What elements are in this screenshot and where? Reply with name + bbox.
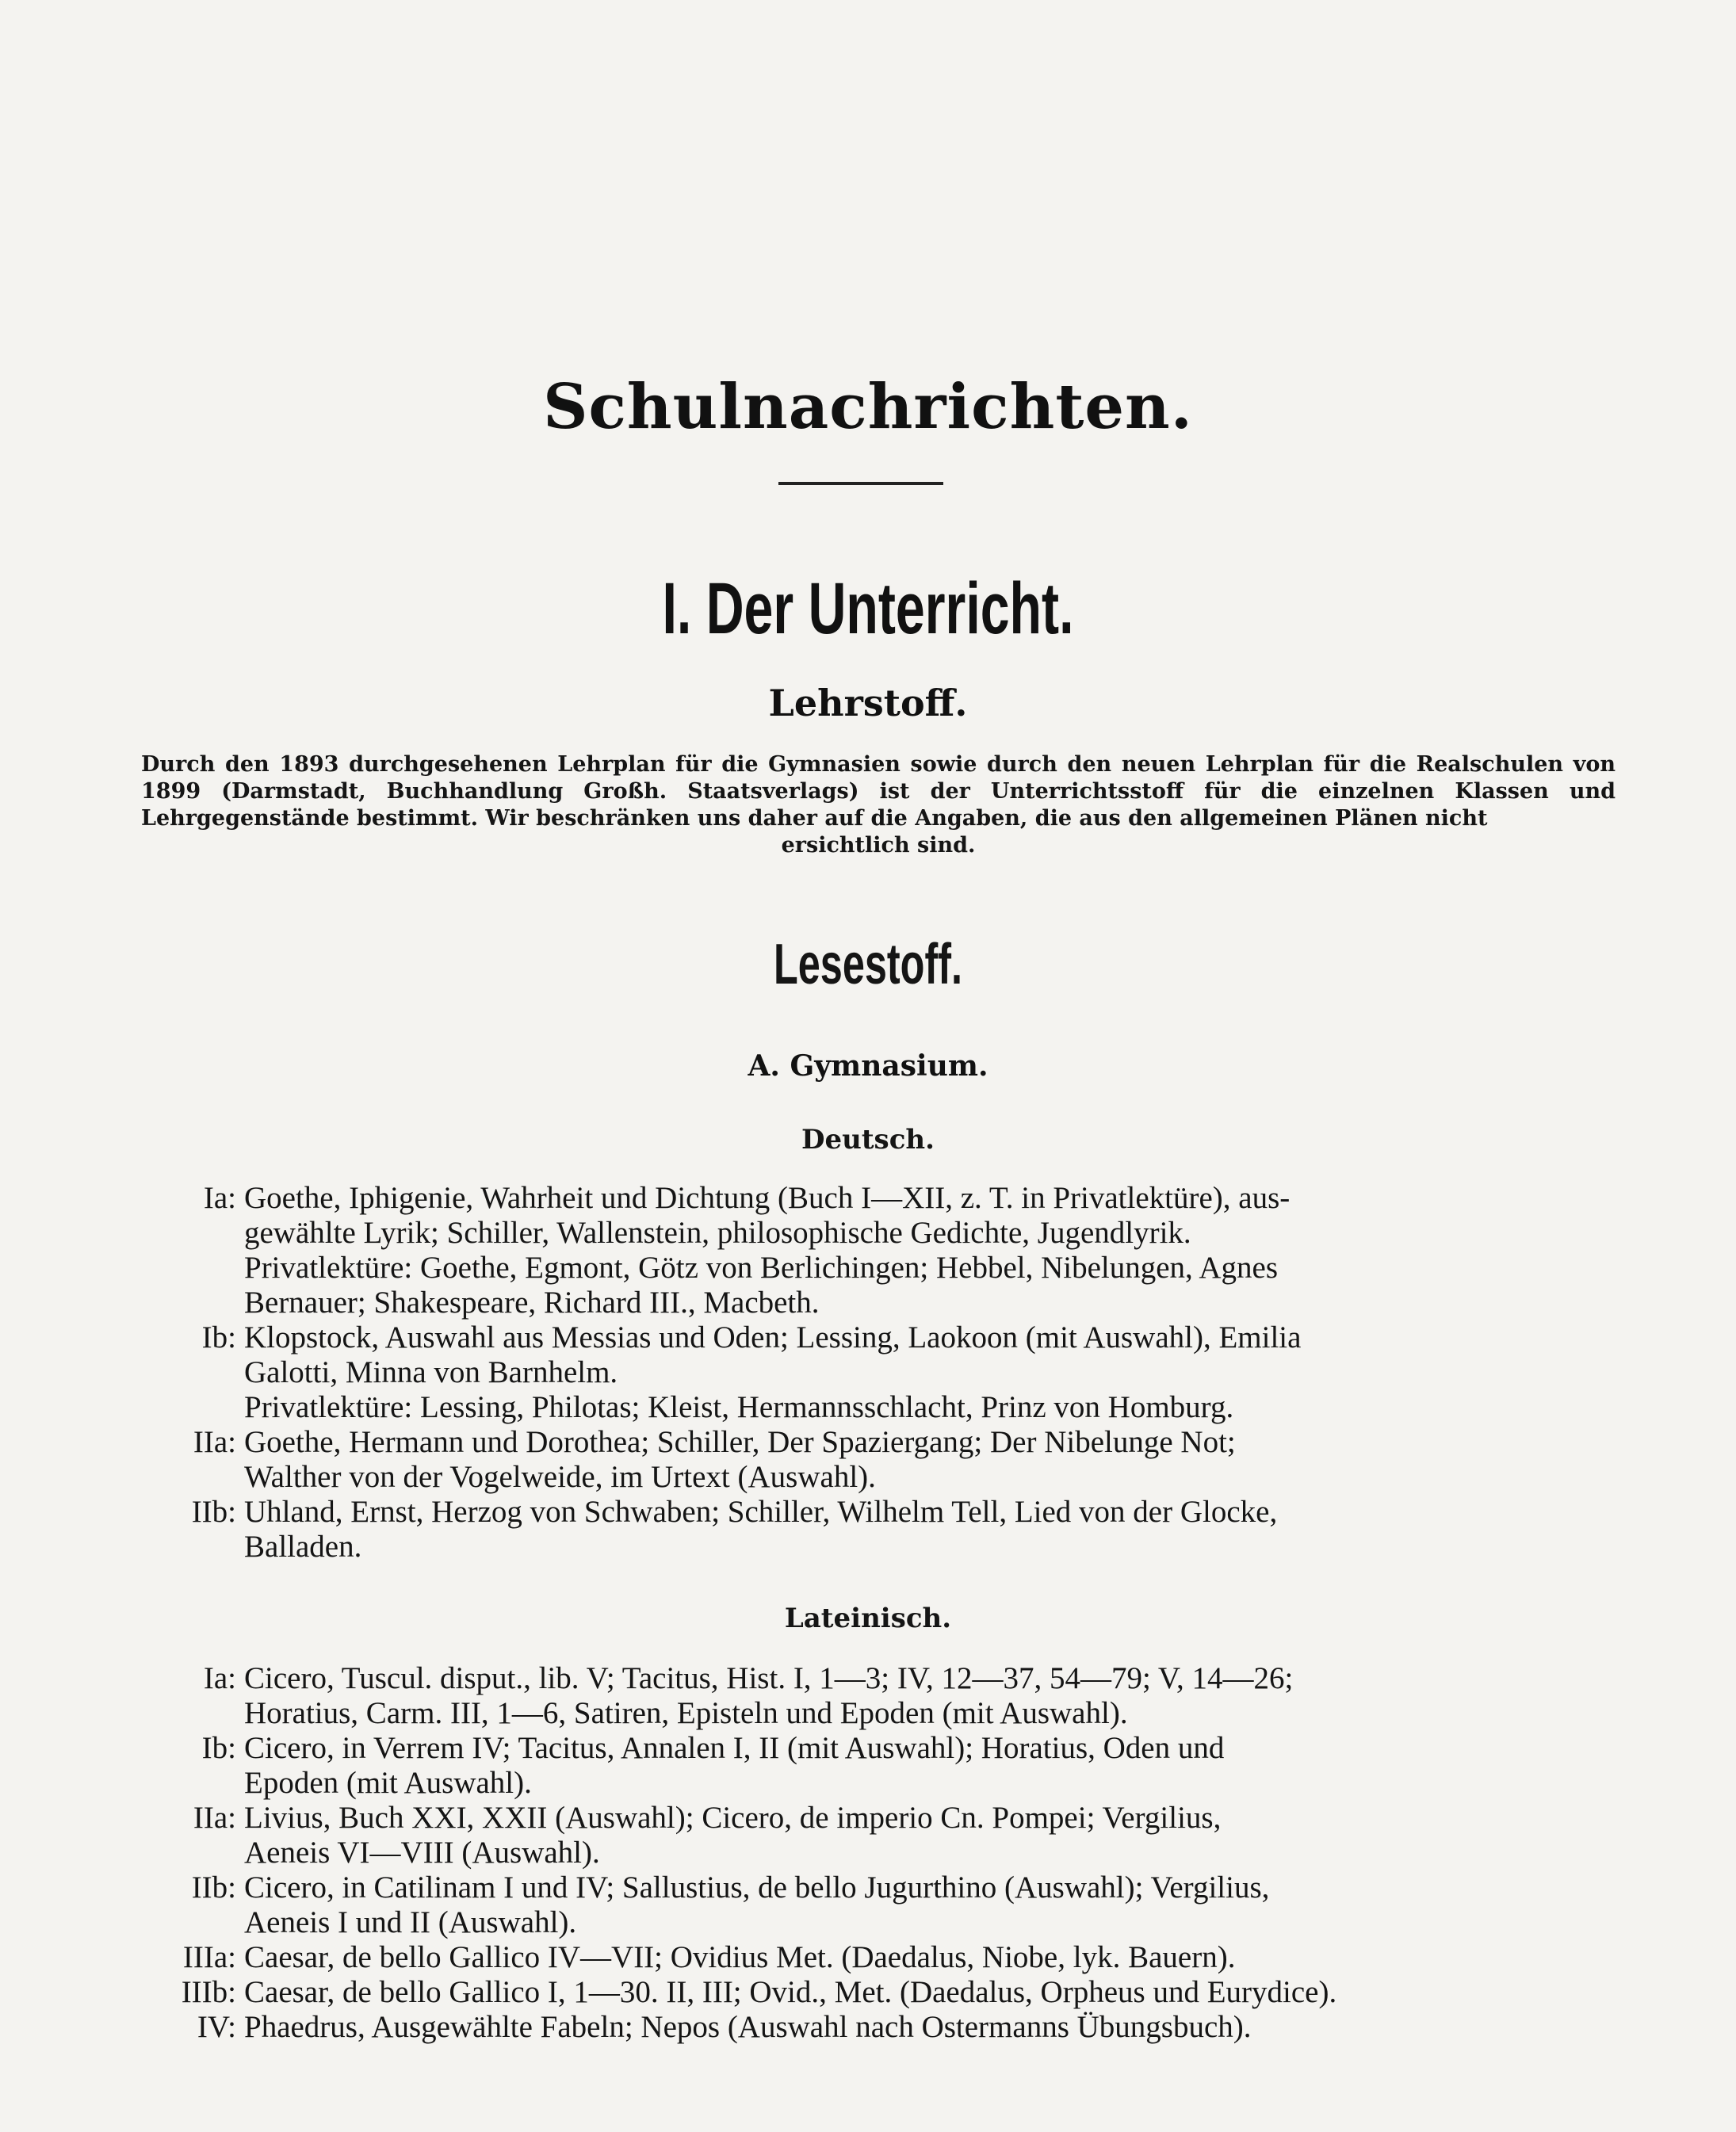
class-label: IV: <box>197 2010 236 2044</box>
entry-line: gewählte Lyrik; Schiller, Wallenstein, philosophische Gedichte, Jugendlyrik. <box>244 1216 1191 1250</box>
entry-line: Klopstock, Auswahl aus Messias und Oden; Lessing, Laokoon (mit Auswahl), Emilia <box>244 1320 1302 1354</box>
intro-line: ersichtlich sind. <box>781 833 976 858</box>
list-item <box>135 2010 1617 2045</box>
entry-line: Goethe, Iphigenie, Wahrheit und Dichtung (Buch I—XII, z. T. in Privatlektüre), aus- <box>244 1181 1291 1215</box>
entry-line: Livius, Buch XXI, XXII (Auswahl); Cicero, de imperio Cn. Pompei; Vergilius, <box>244 1801 1222 1835</box>
entry-line: Goethe, Hermann und Dorothea; Schiller, Der Spaziergang; Der Nibelunge Not; <box>244 1425 1236 1459</box>
entry-line: Bernauer; Shakespeare, Richard III., Macbeth. <box>244 1286 820 1320</box>
entry-line: Caesar, de bello Gallico IV—VII; Ovidius Met. (Daedalus, Niobe, lyk. Bauern). <box>244 1940 1236 1974</box>
entry-line: Caesar, de bello Gallico I, 1—30. II, III; Ovid., Met. (Daedalus, Orpheus und Eurydice). <box>244 1975 1337 2009</box>
list-item <box>135 1320 1617 1425</box>
list-item <box>135 1425 1617 1495</box>
list-item <box>135 1661 1617 1731</box>
entry-line: Aeneis I und II (Auswahl). <box>244 1905 577 1939</box>
intro-paragraph <box>141 751 1616 859</box>
entry-line: Phaedrus, Ausgewählte Fabeln; Nepos (Auswahl nach Ostermanns Übungsbuch). <box>244 2010 1252 2044</box>
entry-line: Balladen. <box>244 1530 362 1564</box>
entry-text <box>236 1661 1617 1731</box>
entry-line: Galotti, Minna von Barnhelm. <box>244 1355 618 1389</box>
list-item <box>135 1870 1617 1940</box>
lesestoff-heading: Lesestoff. <box>773 933 963 996</box>
class-label: IIIa: <box>182 1940 236 1974</box>
class-label: IIa: <box>193 1801 236 1835</box>
entry-text <box>236 1495 1617 1565</box>
class-label: Ib: <box>201 1320 236 1354</box>
intro-line: Durch den 1893 durchgesehenen Lehrplan für die Gymnasien sowie durch den neuen Lehrplan für die Realschulen <box>141 752 1564 777</box>
entry-line: Cicero, in Verrem IV; Tacitus, Annalen I, II (mit Auswahl); Horatius, Oden und <box>244 1731 1225 1765</box>
entry-line: Aeneis VI—VIII (Auswahl). <box>244 1836 600 1870</box>
entry-text <box>236 2010 1617 2045</box>
list-item <box>135 1495 1617 1565</box>
entry-line: Privatlektüre: Goethe, Egmont, Götz von Berlichingen; Hebbel, Nibelungen, Agnes <box>244 1251 1279 1285</box>
lehrstoff-heading: Lehrstoff. <box>768 682 968 724</box>
intro-line: von 1899 (Darmstadt, Buchhandlung Großh. Staatsverlags) ist der Unterrichtsstoff für die einzelnen Klassen und <box>141 752 1616 804</box>
class-label: IIb: <box>191 1495 236 1529</box>
deutsch-heading: Deutsch. <box>801 1124 935 1156</box>
intro-line: Lehrgegenstände bestimmt. Wir beschränken uns daher auf die Angaben, die aus den allgemeinen Plänen nicht <box>141 806 1488 831</box>
entry-line: Horatius, Carm. III, 1—6, Satiren, Episteln und Epoden (mit Auswahl). <box>244 1696 1128 1730</box>
class-label: IIb: <box>191 1870 236 1905</box>
entry-text <box>236 1801 1617 1870</box>
section-heading: I. Der Unterricht. <box>662 568 1074 649</box>
entry-line: Uhland, Ernst, Herzog von Schwaben; Schiller, Wilhelm Tell, Lied von der Glocke, <box>244 1495 1278 1529</box>
entry-line: Cicero, in Catilinam I und IV; Sallustius, de bello Jugurthino (Auswahl); Vergilius, <box>244 1870 1270 1905</box>
list-item <box>135 1731 1617 1801</box>
entry-text <box>236 1731 1617 1801</box>
entry-text <box>236 1870 1617 1940</box>
list-item <box>135 1801 1617 1870</box>
class-label: IIIb: <box>181 1975 236 2009</box>
entry-line: Walther von der Vogelweide, im Urtext (Auswahl). <box>244 1460 876 1494</box>
entry-text <box>236 1425 1617 1495</box>
list-item <box>135 1940 1617 1975</box>
list-item <box>135 1181 1617 1320</box>
lateinisch-reading-list <box>135 1661 1617 2045</box>
entry-line: Privatlektüre: Lessing, Philotas; Kleist, Hermannsschlacht, Prinz von Homburg. <box>244 1390 1234 1424</box>
entry-text <box>236 1181 1617 1320</box>
class-label: IIa: <box>193 1425 236 1459</box>
lateinisch-heading: Lateinisch. <box>784 1603 952 1634</box>
school-type-heading: A. Gymnasium. <box>748 1049 988 1083</box>
class-label: Ia: <box>203 1661 236 1695</box>
list-item <box>135 1975 1617 2010</box>
title-divider <box>778 482 943 485</box>
entry-text <box>236 1320 1617 1425</box>
entry-text <box>236 1975 1617 2010</box>
deutsch-reading-list <box>135 1181 1617 1565</box>
entry-line: Cicero, Tuscul. disput., lib. V; Tacitus, Hist. I, 1—3; IV, 12—37, 54—79; V, 14—26; <box>244 1661 1294 1695</box>
page-title: Schulnachrichten. <box>543 371 1193 443</box>
entry-text <box>236 1940 1617 1975</box>
class-label: Ia: <box>203 1181 236 1215</box>
class-label: Ib: <box>201 1731 236 1765</box>
entry-line: Epoden (mit Auswahl). <box>244 1766 532 1800</box>
